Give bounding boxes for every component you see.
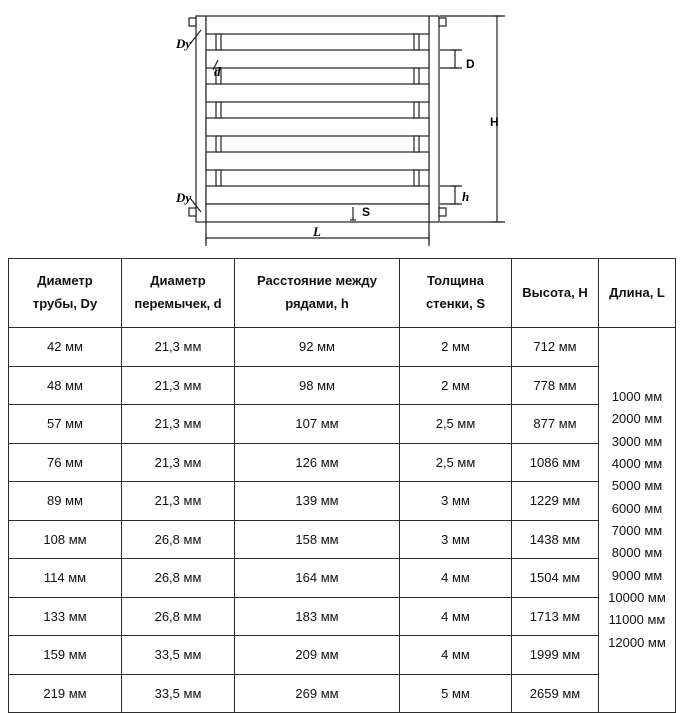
cell-d: 21,3 мм	[122, 328, 235, 367]
cell-s: 3 мм	[400, 520, 512, 559]
cell-height: 778 мм	[512, 366, 599, 405]
label-dy-top: Dy	[176, 36, 192, 51]
bridge-stub	[414, 170, 419, 186]
length-item: 1000 мм	[611, 388, 663, 404]
end-cap	[439, 18, 446, 26]
length-item: 5000 мм	[611, 478, 663, 494]
length-item: 11000 мм	[608, 612, 666, 628]
length-item: 7000 мм	[611, 523, 663, 538]
cell-h: 107 мм	[235, 405, 400, 444]
cell-d: 33,5 мм	[122, 636, 235, 675]
cell-s: 4 мм	[400, 597, 512, 636]
table-row	[9, 674, 676, 713]
length-item: 12000 мм	[608, 634, 666, 650]
cell-dy: 108 мм	[9, 520, 122, 559]
bridge-stub	[414, 34, 419, 50]
label-dy-bottom: Dy	[176, 190, 192, 205]
right-manifold	[429, 16, 439, 222]
header-wall-thickness	[400, 259, 512, 328]
cell-height: 1999 мм	[512, 636, 599, 675]
radiator-diagram	[0, 0, 683, 252]
bridge-stub	[216, 34, 221, 50]
label-D: D	[466, 57, 475, 71]
cell-height: 712 мм	[512, 328, 599, 367]
header-length: Длина, L	[599, 259, 676, 328]
specifications-table-container	[8, 258, 675, 713]
label-h: h	[462, 189, 470, 204]
label-L: L	[313, 224, 321, 239]
cell-s: 2 мм	[400, 366, 512, 405]
header-line-1: Толщина	[426, 273, 485, 289]
cell-h: 139 мм	[235, 482, 400, 521]
cell-dy: 57 мм	[9, 405, 122, 444]
table-row	[9, 559, 676, 598]
table-row	[9, 597, 676, 636]
tube-row	[206, 16, 429, 34]
cell-h: 269 мм	[235, 674, 400, 713]
tube-row	[206, 186, 429, 204]
bridge-stub	[414, 102, 419, 118]
cell-s: 5 мм	[400, 674, 512, 713]
bridge-stub	[216, 136, 221, 152]
header-line-1: Расстояние между	[257, 273, 377, 289]
bridge-stub	[414, 68, 419, 84]
specifications-table	[8, 258, 676, 713]
cell-s: 2 мм	[400, 328, 512, 367]
cell-d: 21,3 мм	[122, 482, 235, 521]
bridge-stub	[216, 170, 221, 186]
end-cap	[439, 208, 446, 216]
cell-dy: 76 мм	[9, 443, 122, 482]
label-S: S	[362, 205, 371, 219]
table-row	[9, 443, 676, 482]
cell-s: 2,5 мм	[400, 405, 512, 444]
cell-h: 183 мм	[235, 597, 400, 636]
length-item: 4000 мм	[611, 455, 663, 471]
table-row	[9, 520, 676, 559]
cell-h: 164 мм	[235, 559, 400, 598]
table-row	[9, 636, 676, 675]
radiator-diagram-svg	[0, 0, 683, 252]
left-manifold	[196, 16, 206, 222]
cell-height: 1504 мм	[512, 559, 599, 598]
length-item: 8000 мм	[611, 545, 663, 561]
table-row	[9, 405, 676, 444]
cell-dy: 219 мм	[9, 674, 122, 713]
end-cap	[189, 208, 196, 216]
cell-dy: 114 мм	[9, 559, 122, 598]
cell-dy: 48 мм	[9, 366, 122, 405]
tube-row	[206, 204, 429, 222]
header-line-2: стенки, S	[425, 296, 486, 311]
cell-h: 158 мм	[235, 520, 400, 559]
cell-s: 2,5 мм	[400, 443, 512, 482]
length-item: 9000 мм	[611, 567, 663, 583]
cell-s: 4 мм	[400, 636, 512, 675]
cell-height: 1713 мм	[512, 597, 599, 636]
table-header-row	[9, 259, 676, 328]
header-line-1: Диаметр	[150, 273, 206, 289]
cell-d: 26,8 мм	[122, 559, 235, 598]
bridge-stub	[414, 136, 419, 152]
cell-s: 3 мм	[400, 482, 512, 521]
table-row	[9, 328, 676, 367]
cell-h: 126 мм	[235, 443, 400, 482]
end-cap	[189, 18, 196, 26]
header-line-1: Диаметр	[37, 273, 93, 289]
cell-s: 4 мм	[400, 559, 512, 598]
cell-height: 1438 мм	[512, 520, 599, 559]
header-diameter-bridges	[122, 259, 235, 328]
length-item: 2000 мм	[611, 411, 663, 427]
cell-dy: 42 мм	[9, 328, 122, 367]
length-item: 6000 мм	[611, 500, 663, 516]
header-row-spacing	[235, 259, 400, 328]
cell-dy: 159 мм	[9, 636, 122, 675]
tube-row	[206, 84, 429, 102]
cell-h: 98 мм	[235, 366, 400, 405]
header-line-2: трубы, Dy	[32, 296, 98, 311]
cell-lengths	[599, 328, 676, 713]
cell-dy: 89 мм	[9, 482, 122, 521]
cell-d: 33,5 мм	[122, 674, 235, 713]
cell-h: 209 мм	[235, 636, 400, 675]
cell-height: 877 мм	[512, 405, 599, 444]
cell-d: 21,3 мм	[122, 405, 235, 444]
header-line-2: перемычек, d	[134, 296, 222, 311]
label-d: d	[214, 64, 221, 79]
cell-d: 21,3 мм	[122, 443, 235, 482]
table-row	[9, 482, 676, 521]
diagram-geometry	[189, 16, 505, 246]
header-diameter-pipe	[9, 259, 122, 328]
header-height: Высота, H	[512, 259, 599, 328]
label-H: H	[490, 115, 499, 129]
cell-height: 1229 мм	[512, 482, 599, 521]
tube-row	[206, 118, 429, 136]
cell-d: 26,8 мм	[122, 597, 235, 636]
length-item: 10000 мм	[608, 590, 666, 606]
tube-row	[206, 50, 429, 68]
cell-dy: 133 мм	[9, 597, 122, 636]
tube-row	[206, 152, 429, 170]
cell-height: 2659 мм	[512, 674, 599, 713]
cell-d: 26,8 мм	[122, 520, 235, 559]
cell-height: 1086 мм	[512, 443, 599, 482]
cell-d: 21,3 мм	[122, 366, 235, 405]
table-row	[9, 366, 676, 405]
header-line-2: рядами, h	[285, 296, 349, 311]
length-item: 3000 мм	[611, 433, 663, 449]
cell-h: 92 мм	[235, 328, 400, 367]
bridge-stub	[216, 102, 221, 118]
